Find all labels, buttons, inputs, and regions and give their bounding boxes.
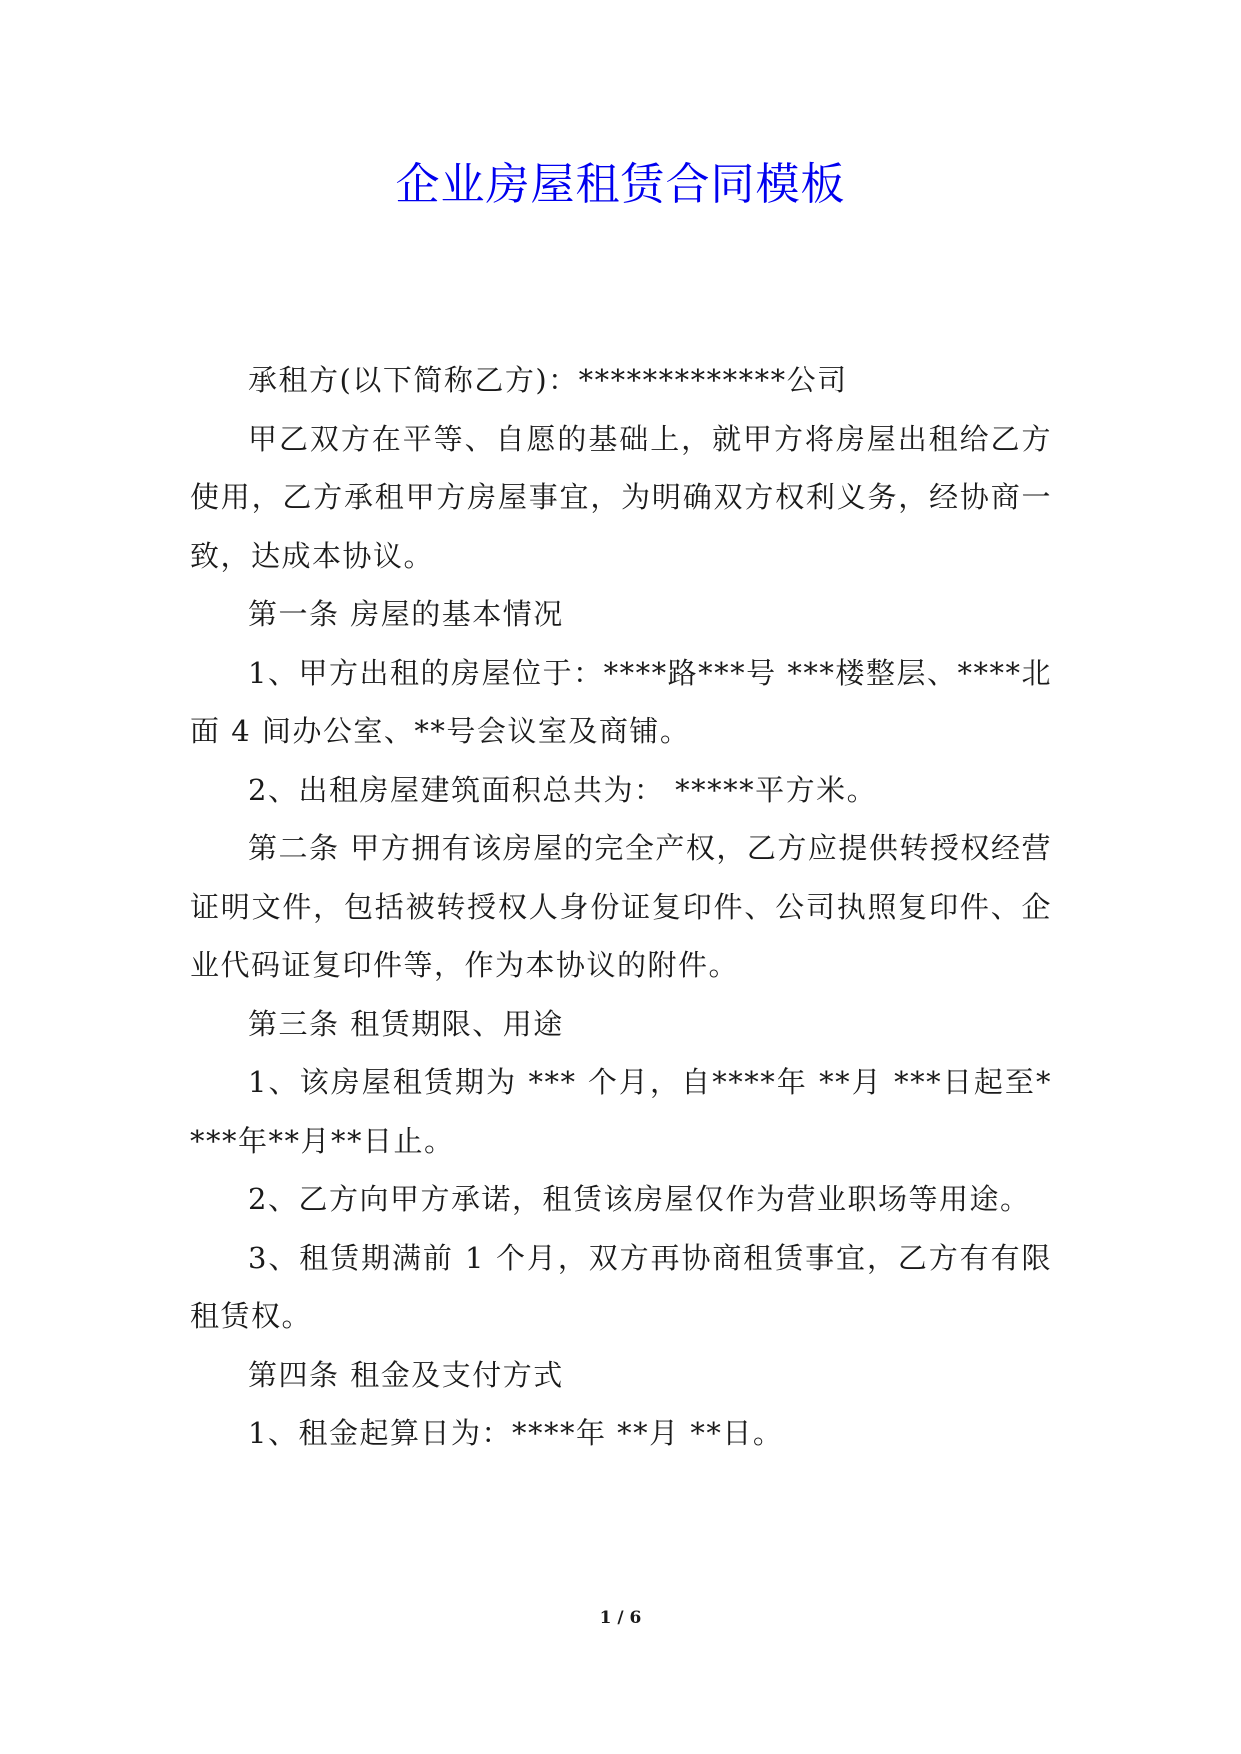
article-2-paragraph: 第二条 甲方拥有该房屋的完全产权，乙方应提供转授权经营证明文件，包括被转授权人身份证复印件、公司执照复印件、企业代码证复印件等，作为本协议的附件。 — [190, 831, 1052, 982]
page-number: 1 / 6 — [599, 1608, 642, 1628]
article-3-item-1: 1、该房屋租赁期为 *** 个月，自****年 **月 ***日起至****年**月**日止。 — [190, 1065, 1052, 1158]
document-body — [190, 351, 1052, 1463]
article-4-item-1: 1、租金起算日为：****年 **月 **日。 — [248, 1416, 784, 1450]
article-3-item-2: 2、乙方向甲方承诺，租赁该房屋仅作为营业职场等用途。 — [248, 1182, 1031, 1216]
article-3-heading: 第三条 租赁期限、用途 — [248, 1006, 564, 1041]
article-1-heading: 第一条 房屋的基本情况 — [248, 597, 564, 631]
article-3-item-3: 3、租赁期满前 1 个月，双方再协商租赁事宜，乙方有有限租赁权。 — [190, 1240, 1052, 1333]
article-1-item-2: 2、出租房屋建筑面积总共为： *****平方米。 — [248, 772, 878, 807]
document-title: 企业房屋租赁合同模板 — [395, 159, 846, 210]
page-footer — [0, 1608, 1241, 1628]
article-1-item-1: 1、甲方出租的房屋位于：****路***号 ***楼整层、****北面 4 间办公室、**号会议室及商铺。 — [190, 655, 1052, 748]
article-4-heading: 第四条 租金及支付方式 — [248, 1357, 564, 1392]
paragraph-preamble: 甲乙双方在平等、自愿的基础上，就甲方将房屋出租给乙方使用，乙方承租甲方房屋事宜，为明确双方权利义务，经协商一致，达成本协议。 — [190, 421, 1052, 573]
paragraph-lessee: 承租方(以下简称乙方)：*************公司 — [248, 363, 848, 397]
